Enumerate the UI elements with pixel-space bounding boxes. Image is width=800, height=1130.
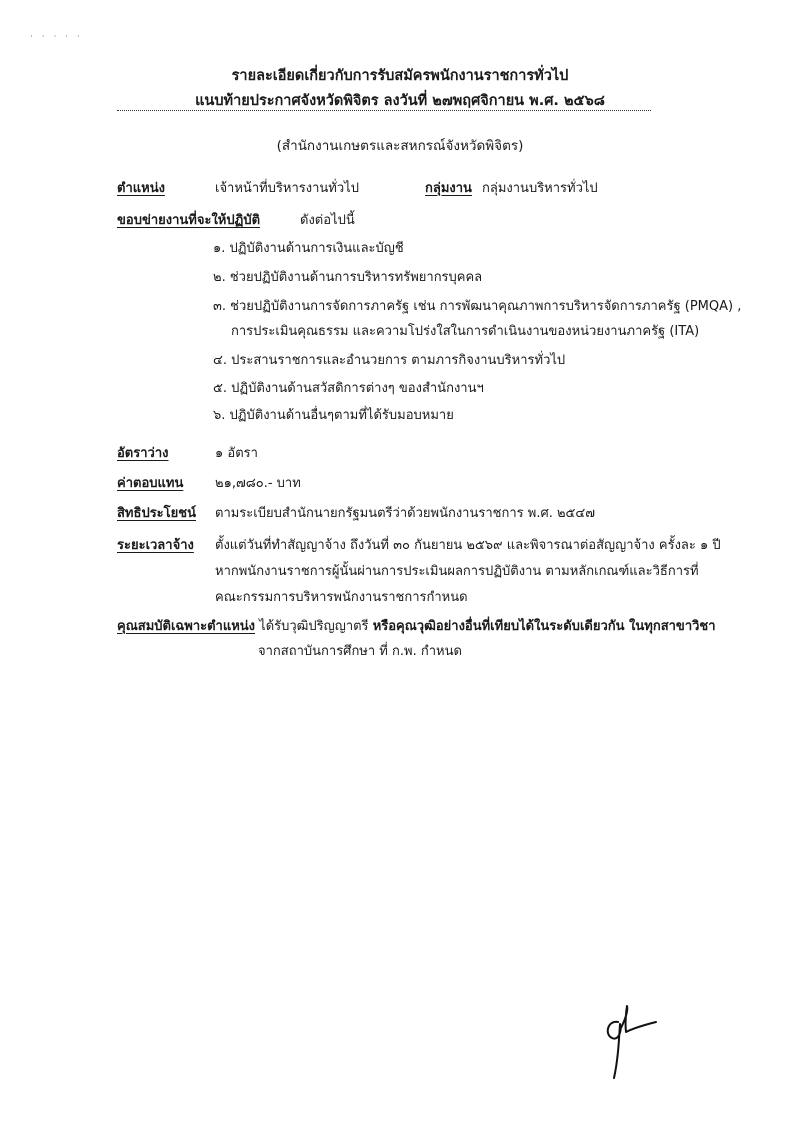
dotted-divider (117, 110, 651, 111)
contract-line: หากพนักงานราชการผู้นั้นผ่านการประเมินผลการปฏิบัติงาน ตามหลักเกณฑ์และวิธีการที่ (215, 564, 699, 579)
qualification-row (117, 615, 716, 636)
position-value: เจ้าหน้าที่บริหารงานทั่วไป (215, 181, 359, 196)
work-group-value: กลุ่มงานบริหารทั่วไป (482, 181, 598, 196)
scan-specks: · · · · · (30, 32, 83, 42)
salary-label: ค่าตอบแทน (117, 476, 184, 491)
duty-item: ๖. ปฏิบัติงานด้านอื่นๆตามที่ได้รับมอบหมาย (213, 408, 454, 423)
duty-item: ๑. ปฏิบัติงานด้านการเงินและบัญชี (213, 241, 404, 256)
salary-value: ๒๑,๗๘๐.- บาท (215, 476, 301, 491)
duty-item: ๒. ช่วยปฏิบัติงานด้านการบริหารทรัพยากรบุคคล (213, 270, 483, 285)
handwritten-signature (600, 1000, 670, 1090)
duty-item-continuation: การประเมินคุณธรรม และความโปร่งใสในการดำเนินงานของหน่วยงานภาครัฐ (ITA) (231, 324, 700, 339)
duty-item: ๕. ปฏิบัติงานด้านสวัสดิการต่างๆ ของสำนักงานฯ (213, 381, 484, 396)
work-group-label: กลุ่มงาน (425, 181, 472, 196)
benefits-value: ตามระเบียบสำนักนายกรัฐมนตรีว่าด้วยพนักงานราชการ พ.ศ. ๒๕๔๗ (215, 506, 595, 521)
scope-label: ขอบข่ายงานที่จะให้ปฏิบัติ (117, 213, 261, 228)
contract-line: ตั้งแต่วันที่ทำสัญญาจ้าง ถึงวันที่ ๓๐ กันยายน ๒๕๖๙ และพิจารณาต่อสัญญาจ้าง ครั้งละ ๑ ปี (215, 538, 721, 553)
qualification-line2: จากสถาบันการศึกษา ที่ ก.พ. กำหนด (258, 644, 462, 659)
document-title-line2: แนบท้ายประกาศจังหวัดพิจิตร ลงวันที่ ๒๗พฤศจิกายน พ.ศ. ๒๕๖๘ (195, 93, 605, 109)
office-subtitle: (สำนักงานเกษตรและสหกรณ์จังหวัดพิจิตร) (276, 138, 524, 154)
vacancy-value: ๑ อัตรา (215, 446, 258, 461)
qualification-text: ได้รับวุฒิปริญญาตรี (259, 619, 369, 634)
benefits-label: สิทธิประโยชน์ (117, 506, 196, 521)
vacancy-label: อัตราว่าง (117, 446, 169, 461)
contract-label: ระยะเวลาจ้าง (117, 538, 194, 553)
duty-item: ๔. ประสานราชการและอำนวยการ ตามภารกิจงานบริหารทั่วไป (213, 353, 566, 368)
contract-line: คณะกรรมการบริหารพนักงานราชการกำหนด (215, 590, 468, 605)
duty-item: ๓. ช่วยปฏิบัติงานการจัดการภาครัฐ เช่น การพัฒนาคุณภาพการบริหารจัดการภาครัฐ (PMQA) , (213, 299, 742, 314)
scope-suffix: ดังต่อไปนี้ (300, 213, 355, 228)
document-title: รายละเอียดเกี่ยวกับการรับสมัครพนักงานราชการทั่วไป (231, 68, 569, 84)
qualification-text-bold: หรือคุณวุฒิอย่างอื่นที่เทียบได้ในระดับเดียวกัน ในทุกสาขาวิชา (372, 619, 716, 634)
position-label: ตำแหน่ง (117, 181, 165, 196)
qualification-label: คุณสมบัติเฉพาะตำแหน่ง (117, 619, 256, 634)
